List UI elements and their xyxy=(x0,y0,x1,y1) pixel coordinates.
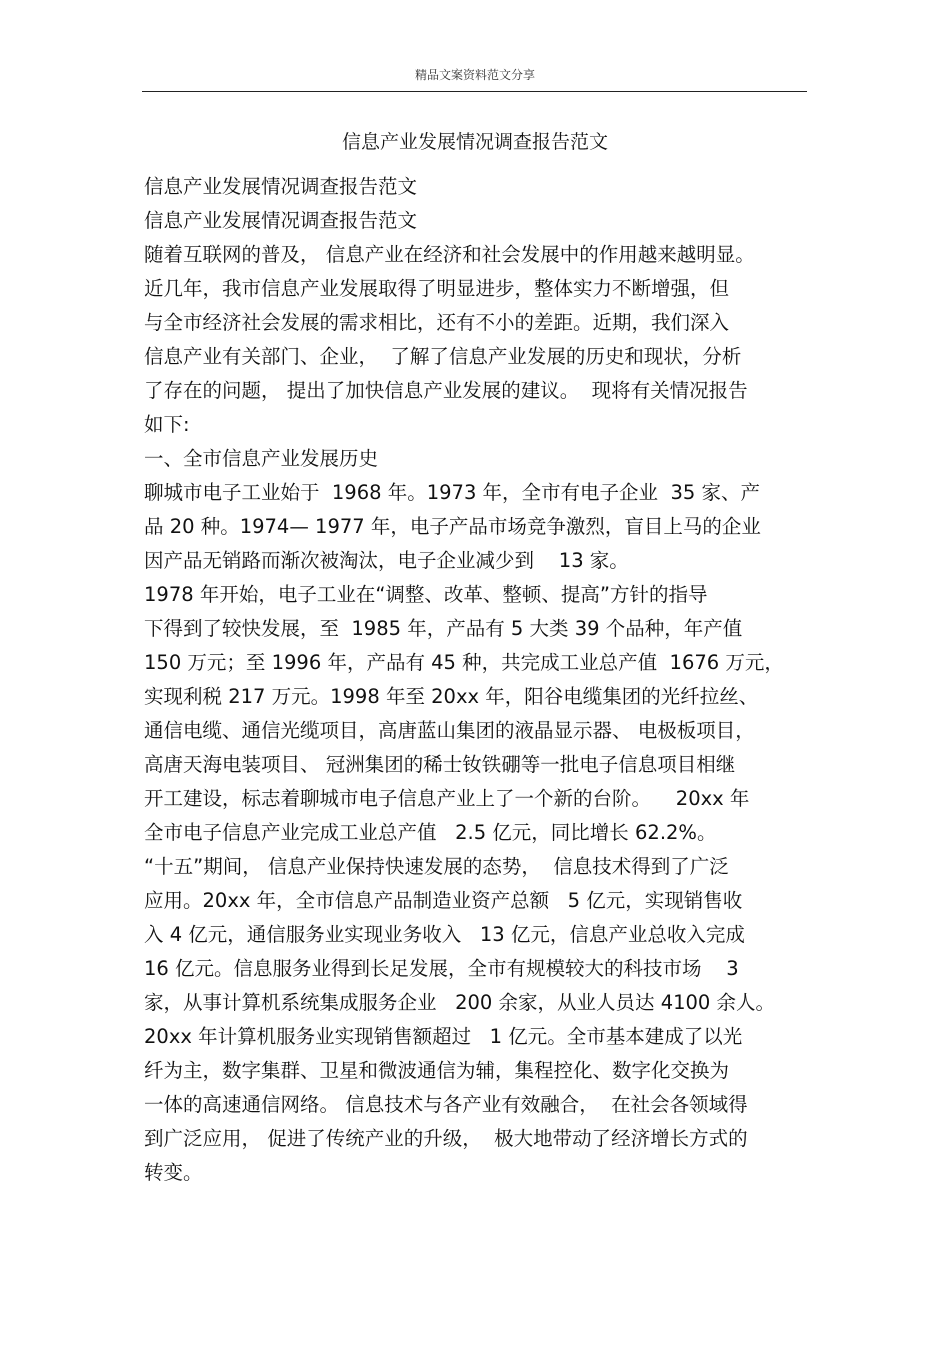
body-line: 1978 年开始，电子工业在“调整、改革、整顿、提高”方针的指导 xyxy=(144,583,708,606)
body-line: 因产品无销路而渐次被淘汰，电子企业减少到 13 家。 xyxy=(144,549,629,572)
body-line: 如下: xyxy=(144,413,190,436)
body-line: 一体的高速通信网络。 信息技术与各产业有效融合， 在社会各领域得 xyxy=(144,1093,748,1116)
body-line: 20xx 年计算机服务业实现销售额超过 1 亿元。全市基本建成了以光 xyxy=(144,1025,743,1048)
body-line: 开工建设，标志着聊城市电子信息产业上了一个新的台阶。 20xx 年 xyxy=(144,787,750,810)
body-line: 入 4 亿元，通信服务业实现业务收入 13 亿元，信息产业总收入完成 xyxy=(144,923,745,946)
body-line: 应用。20xx 年，全市信息产品制造业资产总额 5 亿元，实现销售收 xyxy=(144,889,743,912)
body-line: 信息产业发展情况调查报告范文 xyxy=(144,175,418,198)
body-line: 150 万元；至 1996 年，产品有 45 种，共完成工业总产值 1676 万元， xyxy=(144,651,784,674)
body-line: 高唐天海电装项目、 冠洲集团的稀士钕铁硼等一批电子信息项目相继 xyxy=(144,753,736,776)
body-line: 聊城市电子工业始于 1968 年。1973 年，全市有电子企业 35 家、产 xyxy=(144,481,760,504)
document-title: 信息产业发展情况调查报告范文 xyxy=(341,131,608,153)
page-header: 精品文案资料范文分享 xyxy=(414,68,535,82)
body-line: 实现利税 217 万元。1998 年至 20xx 年，阳谷电缆集团的光纤拉丝、 xyxy=(144,685,759,708)
body-line: 纤为主，数字集群、卫星和微波通信为辅，集程控化、数字化交换为 xyxy=(144,1059,730,1082)
body-line: 信息产业发展情况调查报告范文 xyxy=(144,209,418,232)
body-line: 与全市经济社会发展的需求相比，还有不小的差距。近期，我们深入 xyxy=(144,311,730,334)
body-line: 下得到了较快发展，至 1985 年，产品有 5 大类 39 个品种，年产值 xyxy=(144,617,743,640)
body-line: “十五”期间， 信息产业保持快速发展的态势， 信息技术得到了广泛 xyxy=(144,855,729,878)
header-divider xyxy=(142,91,807,92)
body-line: 到广泛应用， 促进了传统产业的升级， 极大地带动了经济增长方式的 xyxy=(144,1127,748,1150)
body-line: 信息产业有关部门、企业， 了解了信息产业发展的历史和现状，分析 xyxy=(144,345,742,368)
body-line: 家，从事计算机系统集成服务企业 200 余家，从业人员达 4100 余人。 xyxy=(144,991,776,1014)
body-line: 转变。 xyxy=(144,1161,203,1184)
body-line: 随着互联网的普及， 信息产业在经济和社会发展中的作用越来越明显。 xyxy=(144,243,755,266)
body-line: 16 亿元。信息服务业得到长足发展，全市有规模较大的科技市场 3 xyxy=(144,957,739,980)
body-line: 品 20 种。1974— 1977 年，电子产品市场竞争激烈，盲目上马的企业 xyxy=(144,515,761,538)
body-line: 了存在的问题， 提出了加快信息产业发展的建议。 现将有关情况报告 xyxy=(144,379,748,402)
document-body xyxy=(144,170,808,1190)
section-heading: 一、全市信息产业发展历史 xyxy=(144,447,379,470)
body-line: 近几年，我市信息产业发展取得了明显进步，整体实力不断增强，但 xyxy=(144,277,730,300)
body-line: 通信电缆、通信光缆项目，高唐蓝山集团的液晶显示器、 电极板项目， xyxy=(144,719,755,742)
body-line: 全市电子信息产业完成工业总产值 2.5 亿元，同比增长 62.2%。 xyxy=(144,821,717,844)
